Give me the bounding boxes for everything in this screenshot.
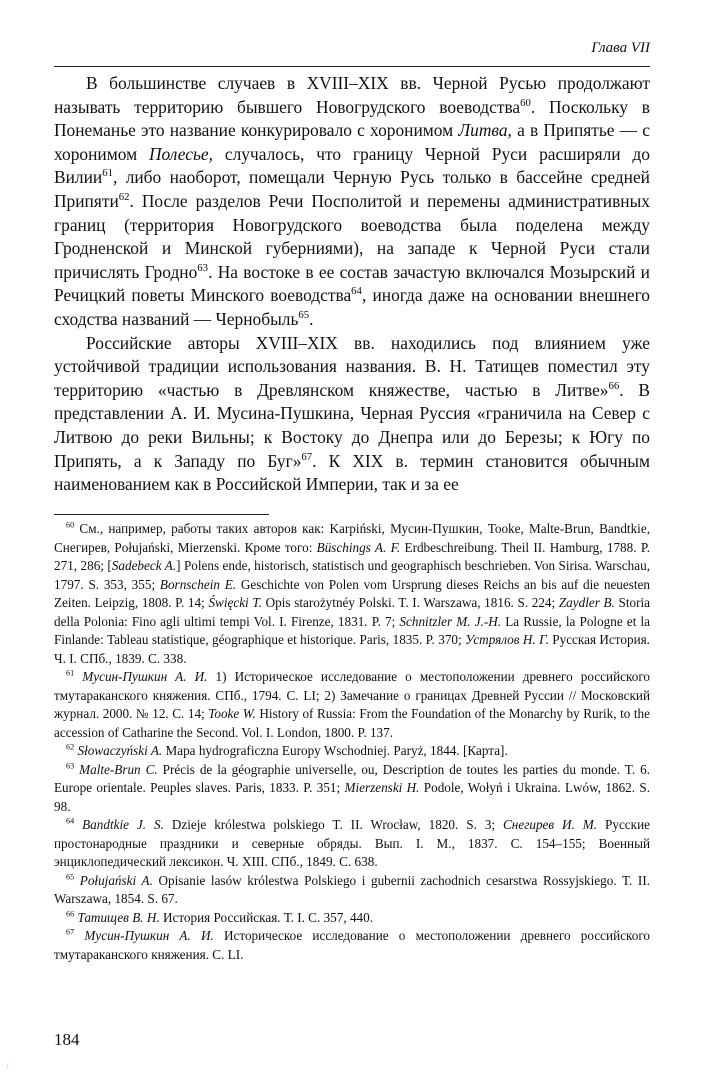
text-run: , иногда даже на основании внешнего сходства названий — Чернобыль — [54, 285, 650, 329]
footnote-ref: 67 — [66, 927, 75, 937]
text-run: . Поскольку в Понеманье это название конкурировало с хоронимом — [54, 96, 650, 141]
text-run: Историческое исследование о местоположении древнего российского тмутараканского княжения. С. LI. — [54, 928, 651, 962]
italic-text: Malte-Brun C. — [79, 761, 158, 777]
footnote-ref: 64 — [66, 816, 75, 826]
main-text — [54, 72, 650, 497]
footnote-ref: 64 — [351, 285, 362, 298]
footnote — [54, 909, 650, 928]
italic-text: Schnitzler M. J.-H. — [399, 613, 502, 629]
text-run: Geschichte von Polen vom Ursprung dieses Reichs an bis auf die neuesten Zeiten. Leipzig, 1808. P. 14; — [54, 576, 650, 610]
text-run: В большинстве случаев в XVIII–XIX вв. Черной Русью продолжают называть территорию бывшего Новогрудского воеводства — [54, 73, 650, 117]
footnote-ref: 65 — [298, 309, 310, 322]
text-run: Précis de la géographie universelle, ou, Description de toutes les parties du monde. T. 6. Europe orientale. Peuples slaves. Paris, 1833. P. 351; — [54, 761, 651, 795]
chapter-title: Глава VII — [591, 40, 650, 56]
italic-text: Mierzenski H. — [344, 780, 420, 795]
italic-text: Tooke W. — [208, 706, 256, 721]
footnote-ref: 62 — [66, 742, 75, 752]
text-run: Erdbeschreibung. Theil II. Hamburg, 1788. P. 271, 286; [ — [54, 539, 650, 573]
italic-text: Zaydler B. — [558, 595, 615, 610]
text-run: . — [309, 308, 314, 329]
footnote-ref: 61 — [102, 167, 113, 180]
text-run: . После разделов Речи Посполитой и перемены административных границ (территория Новогрудского воеводства была поделена между Гродненской и Минской губерниями), на западе к Черной Руси стали причислять Гродно — [54, 190, 650, 282]
corner-mark: / — [6, 1062, 9, 1072]
page-number: 184 — [54, 1030, 80, 1049]
text-run: Российские авторы XVIII–XIX вв. находились под влиянием уже устойчивой традиции использования названия. В. Н. Татищев поместил эту территорию «частью в Древлянском княжестве, частью в Литве» — [54, 332, 650, 400]
text-run: . К XIX в. термин становится обычным наименованием как в Российской Империи, так и за ее — [54, 450, 650, 495]
italic-text: Полесье, — [148, 143, 213, 164]
italic-text: Снегирев И. М. — [503, 817, 598, 832]
italic-text: Słowaczyński A. — [77, 743, 163, 758]
footnotes — [54, 520, 650, 964]
text-run: случалось, что границу Черной Руси расширяли до Вилии — [54, 143, 650, 188]
footnote — [54, 668, 650, 742]
footnote-ref: 60 — [66, 520, 75, 530]
text-run: Opis starożytnéy Polski. T. I. Warszawa, 1816. S. 224; — [262, 595, 559, 610]
footnote-ref: 67 — [301, 450, 313, 463]
text-run: . На востоке в ее состав зачастую включался Мозырский и Речицкий поветы Минского воеводства — [54, 261, 650, 306]
text-run: . В представлении А. И. Мусина-Пушкина, Черная Руссия «граничила на Север с Литвою до реки Вильны; к Востоку до Днепра или до Березы; к Югу по Припять, а к Западу по Буг» — [54, 379, 650, 471]
text-run: Русские простонародные праздники и северные обряды. Вып. I. М., 1837. С. 154–155; Военный энциклопедический лексикон. Ч. XIII. СПб., 1849. С. 638. — [54, 817, 650, 869]
text-run: Opisanie lasów królestwa Polskiego i gubernii zachodnich cesarstwa Rossyjskiego. T. II. Warszawa, 1854. S. 67. — [54, 872, 651, 906]
footnote-ref: 66 — [608, 379, 620, 392]
italic-text: Мусин-Пушкин А. И. — [84, 928, 214, 943]
text-run: Dzieje królestwa polskiego T. II. Wrocław, 1820. S. 3; — [163, 817, 504, 832]
footnote — [54, 520, 650, 668]
text-run: 1) Историческое исследование о местоположении древнего российского тмутараканского княжения. СПб., 1794. С. LI; 2) Замечание о границах Древней Руссии // Московский журнал. 2000. № 12. С. 14; — [54, 669, 650, 721]
text-run: Storia della Polonia: Fino agli ultimi tempi Vol. I. Firenze, 1831. P. 7; — [54, 595, 650, 629]
text-run: History of Russia: From the Foundation of the Monarchy by Rurik, to the accession of Catharine the Second. Vol. I. London, 1800. P. 137. — [54, 706, 650, 740]
footnote-ref: 62 — [118, 191, 130, 204]
italic-text: Устрялов Н. Г. — [465, 632, 549, 647]
italic-text: Büschings A. F. — [316, 539, 401, 555]
italic-text: Мусин-Пушкин А. И. — [82, 669, 208, 684]
text-run: Podole, Wołyń i Ukraina. Lwów, 1862. S. 98. — [54, 780, 651, 814]
italic-text: Bornschein E. — [159, 576, 237, 592]
text-run: , либо наоборот, помещали Черную Русь только в бассейне средней Припяти — [54, 167, 650, 211]
text-run — [74, 928, 84, 943]
italic-text: Połujański A. — [79, 872, 153, 888]
text-run: La Russie, la Pologne et la Finlande: Tableau statistique, géographique et historique. Paris, 1835. P. 370; — [54, 613, 651, 647]
running-header — [54, 40, 650, 57]
footnote-ref: 66 — [66, 909, 75, 919]
text-run: История Российская. Т. I. С. 357, 440. — [159, 909, 374, 925]
footnote — [54, 927, 650, 964]
italic-text: Литва, — [458, 120, 512, 141]
italic-text: Bandtkie J. S. — [82, 817, 164, 832]
text-run: ] Polens ende, historisch, statistisch und geographisch beschrieben. Von Sirisa. Warschau, 1797. S. 353, 355; — [54, 558, 650, 592]
footnote — [54, 872, 650, 909]
paragraph-1 — [54, 72, 650, 332]
footnote — [54, 816, 650, 872]
text-run: а в Припятье — с хоронимом — [54, 120, 650, 164]
text-run — [74, 817, 82, 832]
footnote-ref: 65 — [66, 872, 75, 882]
text-run: Русская История. Ч. I. СПб., 1839. С. 338. — [54, 632, 650, 666]
paragraph-2 — [54, 332, 650, 497]
footnote — [54, 742, 650, 761]
italic-text: Święcki T. — [208, 595, 263, 610]
italic-text: Sadebeck A. — [111, 558, 177, 573]
footnote-rule — [54, 514, 269, 515]
footnote-ref: 60 — [520, 96, 531, 109]
text-run: См., например, работы таких авторов как: Karpiński, Мусин-Пушкин, Tooke, Malte-Brun, Bandtkie, Снегирев, Połujański, Mierzenski. Кроме того: — [54, 521, 650, 555]
footnote — [54, 761, 650, 817]
header-rule — [54, 66, 650, 67]
footnote-ref: 63 — [197, 261, 209, 274]
footnote-ref: 61 — [66, 668, 75, 678]
italic-text: Татищев В. Н. — [77, 909, 160, 925]
text-run: Mapa hydrograficzna Europy Wschodniej. Paryż, 1844. [Карта]. — [162, 743, 508, 758]
footnote-ref: 63 — [66, 761, 75, 771]
